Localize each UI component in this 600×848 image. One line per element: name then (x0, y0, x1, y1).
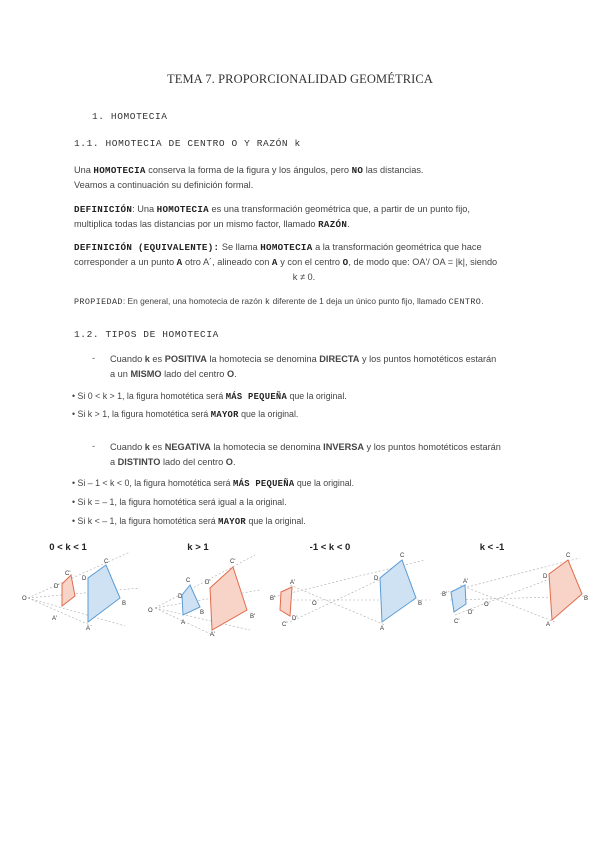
svg-text:C': C' (454, 619, 460, 625)
svg-text:C': C' (65, 571, 71, 577)
svg-text:O: O (22, 596, 27, 602)
svg-text:D: D (543, 574, 548, 580)
svg-text:C: C (566, 553, 571, 559)
bullet-negative-larger: • Si k < – 1, la figura homotética será MAYOR que la original. (72, 516, 306, 527)
svg-text:A: A (86, 626, 91, 632)
section-heading-centro-razon: 1.1. HOMOTECIA DE CENTRO O Y RAZÓN k (74, 138, 301, 149)
svg-text:O: O (484, 602, 489, 608)
svg-text:A: A (546, 622, 551, 628)
caption-fig2: k > 1 (187, 542, 209, 553)
svg-text:A': A' (463, 579, 469, 585)
bullet-positive-smaller: • Si 0 < k > 1, la figura homotética será MÁS PEQUEÑA que la original. (72, 391, 347, 402)
svg-text:C': C' (282, 622, 288, 628)
negative-paragraph: Cuando k es NEGATIVA la homotecia se denomina INVERSA y los puntos homotéticos estarán a DISTINTO lado del centro O. (110, 442, 501, 467)
homotecia-figures (0, 530, 600, 640)
svg-text:C: C (400, 553, 405, 559)
svg-text:B: B (122, 601, 127, 607)
caption-fig1: 0 < k < 1 (49, 542, 87, 553)
svg-text:C: C (104, 559, 109, 565)
dash-positive: - (92, 353, 96, 363)
svg-text:A': A' (52, 616, 58, 622)
svg-text:D': D' (54, 584, 60, 590)
page-title: TEMA 7. PROPORCIONALIDAD GEOMÉTRICA (166, 72, 433, 86)
svg-text:A': A' (210, 632, 216, 638)
svg-text:C': C' (230, 559, 236, 565)
svg-text:B: B (418, 601, 423, 607)
svg-text:B': B' (250, 614, 256, 620)
fig4-original (451, 585, 466, 612)
svg-text:D': D' (468, 610, 474, 616)
caption-fig3: -1 < k < 0 (309, 542, 351, 553)
svg-text:B: B (584, 596, 589, 602)
fig2-image (210, 567, 247, 630)
bullet-negative-equal: • Si k = – 1, la figura homotética será igual a la original. (72, 497, 287, 507)
svg-text:D': D' (205, 580, 211, 586)
svg-text:B: B (200, 610, 205, 616)
svg-text:D': D' (292, 616, 298, 622)
section-heading-tipos: 1.2. TIPOS DE HOMOTECIA (74, 329, 219, 340)
fig4-image (549, 560, 582, 620)
svg-text:B': B' (442, 592, 448, 598)
fig1-image (62, 575, 75, 606)
section-heading-homotecia: 1. HOMOTECIA (92, 111, 168, 122)
svg-text:D: D (82, 576, 87, 582)
svg-text:D: D (178, 594, 183, 600)
fig1-original (88, 565, 120, 622)
positive-paragraph: Cuando k es POSITIVA la homotecia se denomina DIRECTA y los puntos homotéticos estarán a un MISMO lado del centro O. (110, 354, 497, 379)
caption-fig4: k < -1 (479, 542, 505, 553)
svg-text:A': A' (290, 580, 296, 586)
figure-1 (28, 552, 140, 626)
definition-paragraph: DEFINICIÓN: Una HOMOTECIA es una transformación geométrica que, a partir de un punto fijo, multiplica todas las distancias por un mismo factor, llamado RAZÓN. (74, 204, 470, 230)
dash-negative: - (92, 441, 96, 451)
bullet-positive-larger: • Si k > 1, la figura homotética será MAYOR que la original. (72, 409, 299, 420)
svg-text:B': B' (270, 596, 276, 602)
fig3-image (280, 587, 292, 616)
fig2-original (182, 585, 200, 615)
bullet-negative-smaller: • Si – 1 < k < 0, la figura homotética será MÁS PEQUEÑA que la original. (72, 478, 355, 489)
fig3-original (380, 560, 416, 622)
property-paragraph: PROPIEDAD: En general, una homotecia de razón k diferente de 1 deja un único punto fijo, llamado CENTRO. (74, 296, 484, 307)
svg-text:O: O (312, 601, 317, 607)
figure-2 (155, 555, 260, 636)
svg-text:O: O (148, 608, 153, 614)
svg-text:C: C (186, 578, 191, 584)
intro-paragraph: Una HOMOTECIA conserva la forma de la figura y los ángulos, pero NO las distancias. Veamos a continuación su definición formal. (74, 165, 424, 190)
svg-text:D: D (374, 576, 379, 582)
definition-equivalent-paragraph: DEFINICIÓN (EQUIVALENTE): Se llama HOMOTECIA a la transformación geométrica que hace corresponder a un punto A otro A´, alineado con A y con el centro O, de modo que: OA'/ OA = |k|, siendo k ≠ 0. (74, 242, 498, 282)
svg-text:A: A (181, 620, 186, 626)
svg-text:A: A (380, 626, 385, 632)
